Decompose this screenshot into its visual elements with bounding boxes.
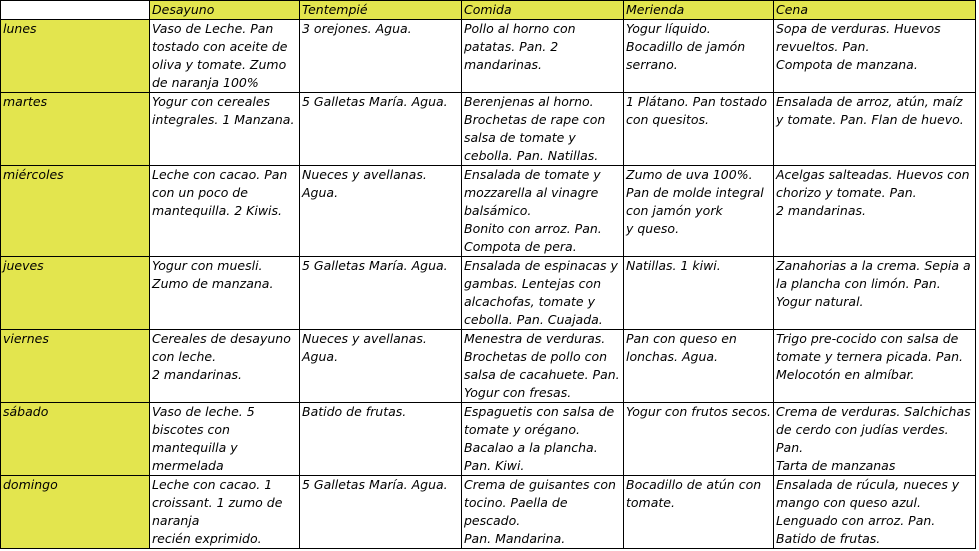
cell-merienda: Bocadillo de atún con tomate.	[624, 476, 774, 549]
row-domingo	[1, 476, 976, 549]
day-label: viernes	[1, 330, 150, 403]
cell-cena: Sopa de verduras. Huevos revueltos. Pan. Compota de manzana.	[774, 20, 976, 93]
cell-cena: Zanahorias a la crema. Sepia a la plancha con limón. Pan. Yogur natural.	[774, 257, 976, 330]
header-desayuno: Desayuno	[150, 1, 300, 20]
cell-tentempie: 3 orejones. Agua.	[300, 20, 462, 93]
cell-tentempie: Batido de frutas.	[300, 403, 462, 476]
cell-comida: Espaguetis con salsa de tomate y orégano. Bacalao a la plancha. Pan. Kiwi.	[462, 403, 624, 476]
header-tentempie: Tentempié	[300, 1, 462, 20]
cell-desayuno: Vaso de Leche. Pan tostado con aceite de oliva y tomate. Zumo de naranja 100%	[150, 20, 300, 93]
header-cena: Cena	[774, 1, 976, 20]
header-merienda: Merienda	[624, 1, 774, 20]
cell-merienda: Zumo de uva 100%. Pan de molde integral con jamón york y queso.	[624, 166, 774, 257]
cell-desayuno: Cereales de desayuno con leche. 2 mandarinas.	[150, 330, 300, 403]
cell-desayuno: Vaso de leche. 5 biscotes con mantequilla y mermelada	[150, 403, 300, 476]
cell-desayuno: Leche con cacao. 1 croissant. 1 zumo de naranja recién exprimido.	[150, 476, 300, 549]
row-jueves	[1, 257, 976, 330]
cell-tentempie: 5 Galletas María. Agua.	[300, 476, 462, 549]
day-label: lunes	[1, 20, 150, 93]
cell-merienda: Yogur con frutos secos.	[624, 403, 774, 476]
day-label: sábado	[1, 403, 150, 476]
cell-cena: Crema de verduras. Salchichas de cerdo con judías verdes. Pan. Tarta de manzanas	[774, 403, 976, 476]
cell-tentempie: Nueces y avellanas. Agua.	[300, 330, 462, 403]
row-miercoles	[1, 166, 976, 257]
cell-desayuno: Leche con cacao. Pan con un poco de mantequilla. 2 Kiwis.	[150, 166, 300, 257]
cell-comida: Pollo al horno con patatas. Pan. 2 mandarinas.	[462, 20, 624, 93]
row-lunes	[1, 20, 976, 93]
cell-desayuno: Yogur con cereales integrales. 1 Manzana.	[150, 93, 300, 166]
cell-merienda: Pan con queso en lonchas. Agua.	[624, 330, 774, 403]
cell-merienda: 1 Plátano. Pan tostado con quesitos.	[624, 93, 774, 166]
corner-cell	[1, 1, 150, 20]
day-label: miércoles	[1, 166, 150, 257]
cell-cena: Acelgas salteadas. Huevos con chorizo y tomate. Pan. 2 mandarinas.	[774, 166, 976, 257]
cell-comida: Berenjenas al horno. Brochetas de rape con salsa de tomate y cebolla. Pan. Natillas.	[462, 93, 624, 166]
header-comida: Comida	[462, 1, 624, 20]
row-sabado	[1, 403, 976, 476]
header-row	[1, 1, 976, 20]
row-viernes	[1, 330, 976, 403]
day-label: jueves	[1, 257, 150, 330]
cell-comida: Ensalada de tomate y mozzarella al vinagre balsámico. Bonito con arroz. Pan. Compota de pera.	[462, 166, 624, 257]
cell-tentempie: 5 Galletas María. Agua.	[300, 93, 462, 166]
cell-comida: Ensalada de espinacas y gambas. Lentejas con alcachofas, tomate y cebolla. Pan. Cuajada.	[462, 257, 624, 330]
cell-desayuno: Yogur con muesli. Zumo de manzana.	[150, 257, 300, 330]
cell-comida: Crema de guisantes con tocino. Paella de pescado. Pan. Mandarina.	[462, 476, 624, 549]
cell-comida: Menestra de verduras. Brochetas de pollo con salsa de cacahuete. Pan. Yogur con fresas.	[462, 330, 624, 403]
cell-cena: Trigo pre-cocido con salsa de tomate y ternera picada. Pan. Melocotón en almíbar.	[774, 330, 976, 403]
cell-tentempie: 5 Galletas María. Agua.	[300, 257, 462, 330]
day-label: martes	[1, 93, 150, 166]
cell-cena: Ensalada de arroz, atún, maíz y tomate. Pan. Flan de huevo.	[774, 93, 976, 166]
cell-cena: Ensalada de rúcula, nueces y mango con queso azul. Lenguado con arroz. Pan. Batido de frutas.	[774, 476, 976, 549]
cell-merienda: Natillas. 1 kiwi.	[624, 257, 774, 330]
day-label: domingo	[1, 476, 150, 549]
cell-tentempie: Nueces y avellanas. Agua.	[300, 166, 462, 257]
cell-merienda: Yogur líquido. Bocadillo de jamón serrano.	[624, 20, 774, 93]
row-martes	[1, 93, 976, 166]
